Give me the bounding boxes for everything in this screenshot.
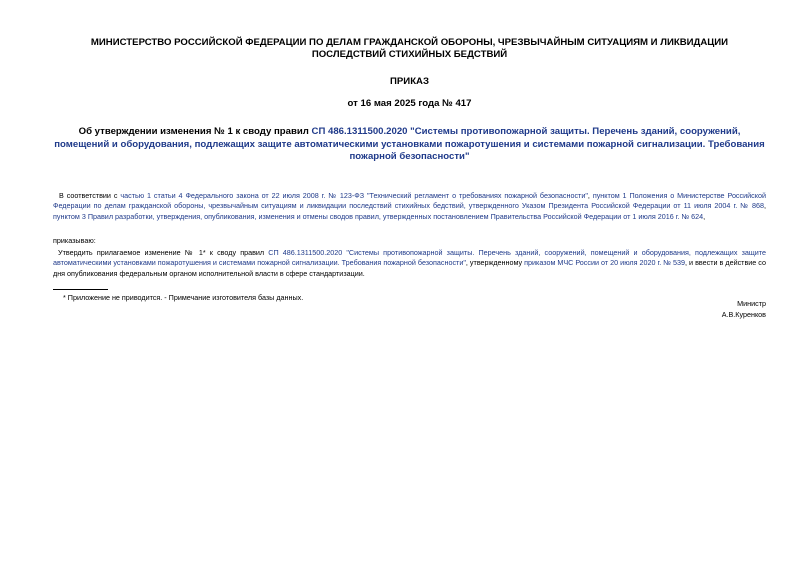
signatory-position: Министр xyxy=(737,299,766,308)
order-verb: приказываю: xyxy=(53,235,96,245)
link-order-539[interactable]: приказом МЧС России от 20 июля 2020 г. № 539 xyxy=(524,258,686,268)
signature-block xyxy=(722,299,766,320)
document-title xyxy=(53,126,766,164)
ministry-header: МИНИСТЕРСТВО РОССИЙСКОЙ ФЕДЕРАЦИИ ПО ДЕЛАМ ГРАЖДАНСКОЙ ОБОРОНЫ, ЧРЕЗВЫЧАЙНЫМ СИТУАЦИЯМ И ЛИКВИДАЦИИ ПОСЛЕДСТВИЙ СТИХИЙНЫХ БЕДСТВИЙ xyxy=(90,37,729,60)
footnote-divider xyxy=(53,289,108,290)
title-prefix: Об утверждении изменения № 1 к своду правил xyxy=(78,126,312,137)
para2-text-3: , и ввести в действие со дня опубликования федеральным органом исполнительной власти в сфере стандартизации. xyxy=(53,258,766,279)
order-date-number: от 16 мая 2025 года № 417 xyxy=(347,98,472,109)
title-link[interactable]: СП 486.1311500.2020 "Системы противопожарной защиты. Перечень зданий, сооружений, помещений и оборудования, подлежащих защите автоматическими установками пожаротушения и системами пожарной сигнализации. Требования пожарной безопасности" xyxy=(54,126,765,162)
preamble-paragraph xyxy=(53,191,766,223)
para1-text-1: В соответствии с xyxy=(59,190,121,200)
link-federal-law-123[interactable]: частью 1 статьи 4 Федерального закона от 22 июля 2008 г. № 123-ФЗ "Технический регламент о требованиях пожарной безопасности" xyxy=(120,190,588,200)
para1-text-4: , xyxy=(703,212,706,222)
para2-text-2: , утвержденному xyxy=(465,258,525,268)
signatory-name: А.В.Куренков xyxy=(721,309,766,319)
para2-text-1: Утвердить прилагаемое изменение № 1* к своду правил xyxy=(58,247,269,257)
doc-type: ПРИКАЗ xyxy=(390,76,429,87)
link-sp-486[interactable]: СП 486.1311500.2020 "Системы противопожарной защиты. Перечень зданий, сооружений, помещений и оборудования, подлежащих защите автоматическими установками пожаротушения и системами пожарной сигнализации. Требования пожарной безопасности" xyxy=(53,247,766,268)
link-rules-624[interactable]: пунктом 3 Правил разработки, утверждения, опубликования, изменения и отмены сводов правил, утвержденных постановлением Правительства Российской Федерации от 1 июля 2016 г. № 624 xyxy=(53,212,704,222)
para1-text-3: , xyxy=(764,201,766,211)
footnote: * Приложение не приводится. - Примечание изготовителя базы данных. xyxy=(63,293,304,303)
para1-text-2: , xyxy=(587,190,593,200)
order-paragraph xyxy=(53,248,766,280)
link-ministry-regulation[interactable]: пунктом 1 Положения о Министерстве Российской Федерации по делам гражданской обороны, чрезвычайным ситуациям и ликвидации последствий стихийных бедствий, утвержденного Указом Президента Российской Федерации от 11 июля 2004 г. № 868 xyxy=(53,190,766,211)
